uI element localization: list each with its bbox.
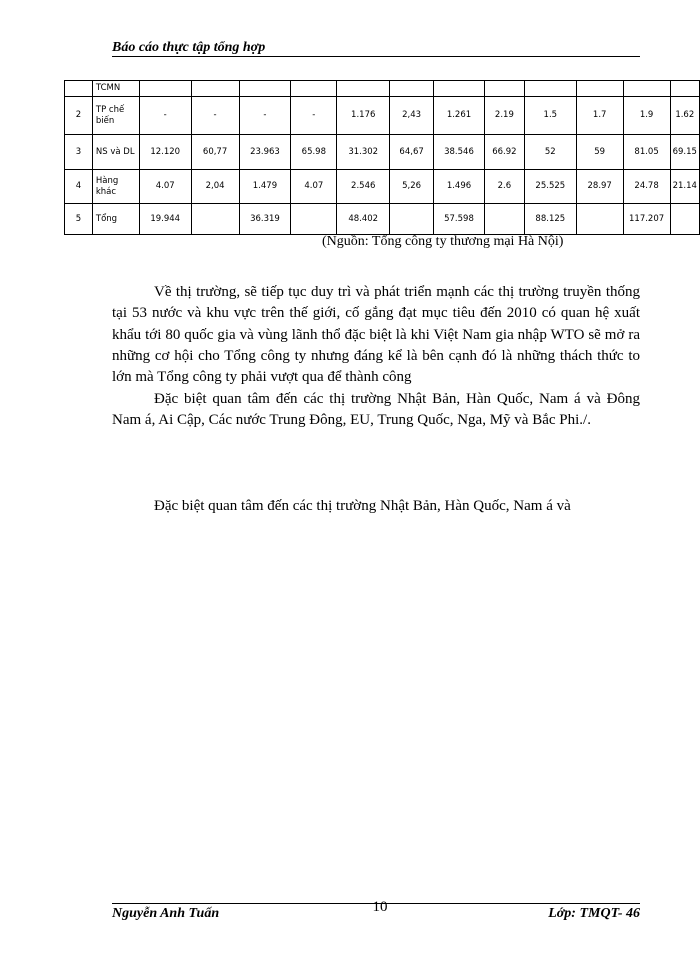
table-cell (291, 204, 337, 235)
table-cell: 60,77 (191, 135, 239, 170)
table-cell: 48.402 (337, 204, 390, 235)
table-cell: 64,67 (390, 135, 434, 170)
table-cell: 1.261 (434, 97, 485, 135)
document-header-title: Báo cáo thực tập tổng hợp (112, 40, 266, 55)
table-source-note: (Nguồn: Tổng công ty thương mại Hà Nội) (322, 234, 564, 249)
table-cell: 4 (65, 170, 93, 204)
market-data-table (64, 80, 700, 235)
table-cell: 1.5 (524, 97, 576, 135)
table-cell: 2.19 (484, 97, 524, 135)
table-cell (191, 81, 239, 97)
table-cell: Tổng (92, 204, 139, 235)
table-cell (670, 81, 699, 97)
paragraph-market-strategy: Về thị trường, sẽ tiếp tục duy trì và phát triển mạnh các thị trường truyền thống tại 53 nước và khu vực trên thế giới, cố gắng đạt mục tiêu đến 2010 có quan hệ xuất khẩu tới 80 quốc gia và vùng lãnh thổ đặc biệt là khi Việt Nam gia nhập WTO sẽ mở ra những cơ hội cho Tổng công ty nhưng đáng kể là bên cạnh đó là những thách thức to lớn mà Tổng công ty phải vượt qua để thành công (112, 284, 640, 386)
table-cell: 66.92 (484, 135, 524, 170)
table-cell: - (139, 97, 191, 135)
table-cell: 1.176 (337, 97, 390, 135)
table-cell: 36.319 (239, 204, 291, 235)
footer-author: Nguyễn Anh Tuấn (112, 906, 220, 921)
table-cell (139, 81, 191, 97)
table-cell: 38.546 (434, 135, 485, 170)
table-cell: NS và DL (92, 135, 139, 170)
table-cell: - (291, 97, 337, 135)
table-cell: 28.97 (576, 170, 623, 204)
table-cell: 2 (65, 97, 93, 135)
table-cell: 59 (576, 135, 623, 170)
table-row (65, 97, 700, 135)
table-cell: 2,04 (191, 170, 239, 204)
table-cell: 1.7 (576, 97, 623, 135)
table-cell: 52 (524, 135, 576, 170)
table-cell: 12.120 (139, 135, 191, 170)
footer-class-label: Lớp: TMQT- 46 (548, 906, 640, 921)
table-cell: 81.05 (623, 135, 670, 170)
table-cell: 24.78 (623, 170, 670, 204)
table-cell (390, 204, 434, 235)
table-cell (623, 81, 670, 97)
table-cell: 65.98 (291, 135, 337, 170)
table-cell (524, 81, 576, 97)
table-cell: 31.302 (337, 135, 390, 170)
page-number: 10 (372, 899, 388, 915)
table-cell: 25.525 (524, 170, 576, 204)
table-cell: - (191, 97, 239, 135)
table-cell (390, 81, 434, 97)
table-row (65, 81, 700, 97)
table-row (65, 204, 700, 235)
table-cell (576, 81, 623, 97)
table-cell (484, 81, 524, 97)
table-cell (291, 81, 337, 97)
table-cell: Hàng khác (92, 170, 139, 204)
table-row (65, 135, 700, 170)
table-cell (484, 204, 524, 235)
table-cell: 19.944 (139, 204, 191, 235)
table-cell (239, 81, 291, 97)
table-cell: 5 (65, 204, 93, 235)
table-cell: 1.496 (434, 170, 485, 204)
table-cell: 21.14 (670, 170, 699, 204)
table-cell: 1.62 (670, 97, 699, 135)
table-cell: TCMN (92, 81, 139, 97)
table-cell: 4.07 (291, 170, 337, 204)
table-cell: 4.07 (139, 170, 191, 204)
table-cell: 1.9 (623, 97, 670, 135)
table-cell: 5,26 (390, 170, 434, 204)
table-cell: 2.6 (484, 170, 524, 204)
table-cell (576, 204, 623, 235)
table-cell (434, 81, 485, 97)
paragraph-target-markets-repeat: Đặc biệt quan tâm đến các thị trường Nhật Bản, Hàn Quốc, Nam á và (154, 498, 571, 514)
table-cell: 23.963 (239, 135, 291, 170)
table-cell: 2.546 (337, 170, 390, 204)
header-divider (112, 56, 640, 57)
paragraph-target-markets: Đặc biệt quan tâm đến các thị trường Nhật Bản, Hàn Quốc, Nam á và Đông Nam á, Ai Cập, Các nước Trung Đông, EU, Trung Quốc, Nga, Mỹ và Bắc Phi./. (112, 391, 640, 429)
table-cell (65, 81, 93, 97)
table-cell (191, 204, 239, 235)
table-cell: - (239, 97, 291, 135)
table-cell: 2,43 (390, 97, 434, 135)
table-cell: 117.207 (623, 204, 670, 235)
table-cell: 69.15 (670, 135, 699, 170)
table-cell (670, 204, 699, 235)
table-cell: 1.479 (239, 170, 291, 204)
table-cell (337, 81, 390, 97)
table-row (65, 170, 700, 204)
table-cell: 57.598 (434, 204, 485, 235)
table-cell: 88.125 (524, 204, 576, 235)
table-cell: 3 (65, 135, 93, 170)
table-cell: TP chế biến (92, 97, 139, 135)
